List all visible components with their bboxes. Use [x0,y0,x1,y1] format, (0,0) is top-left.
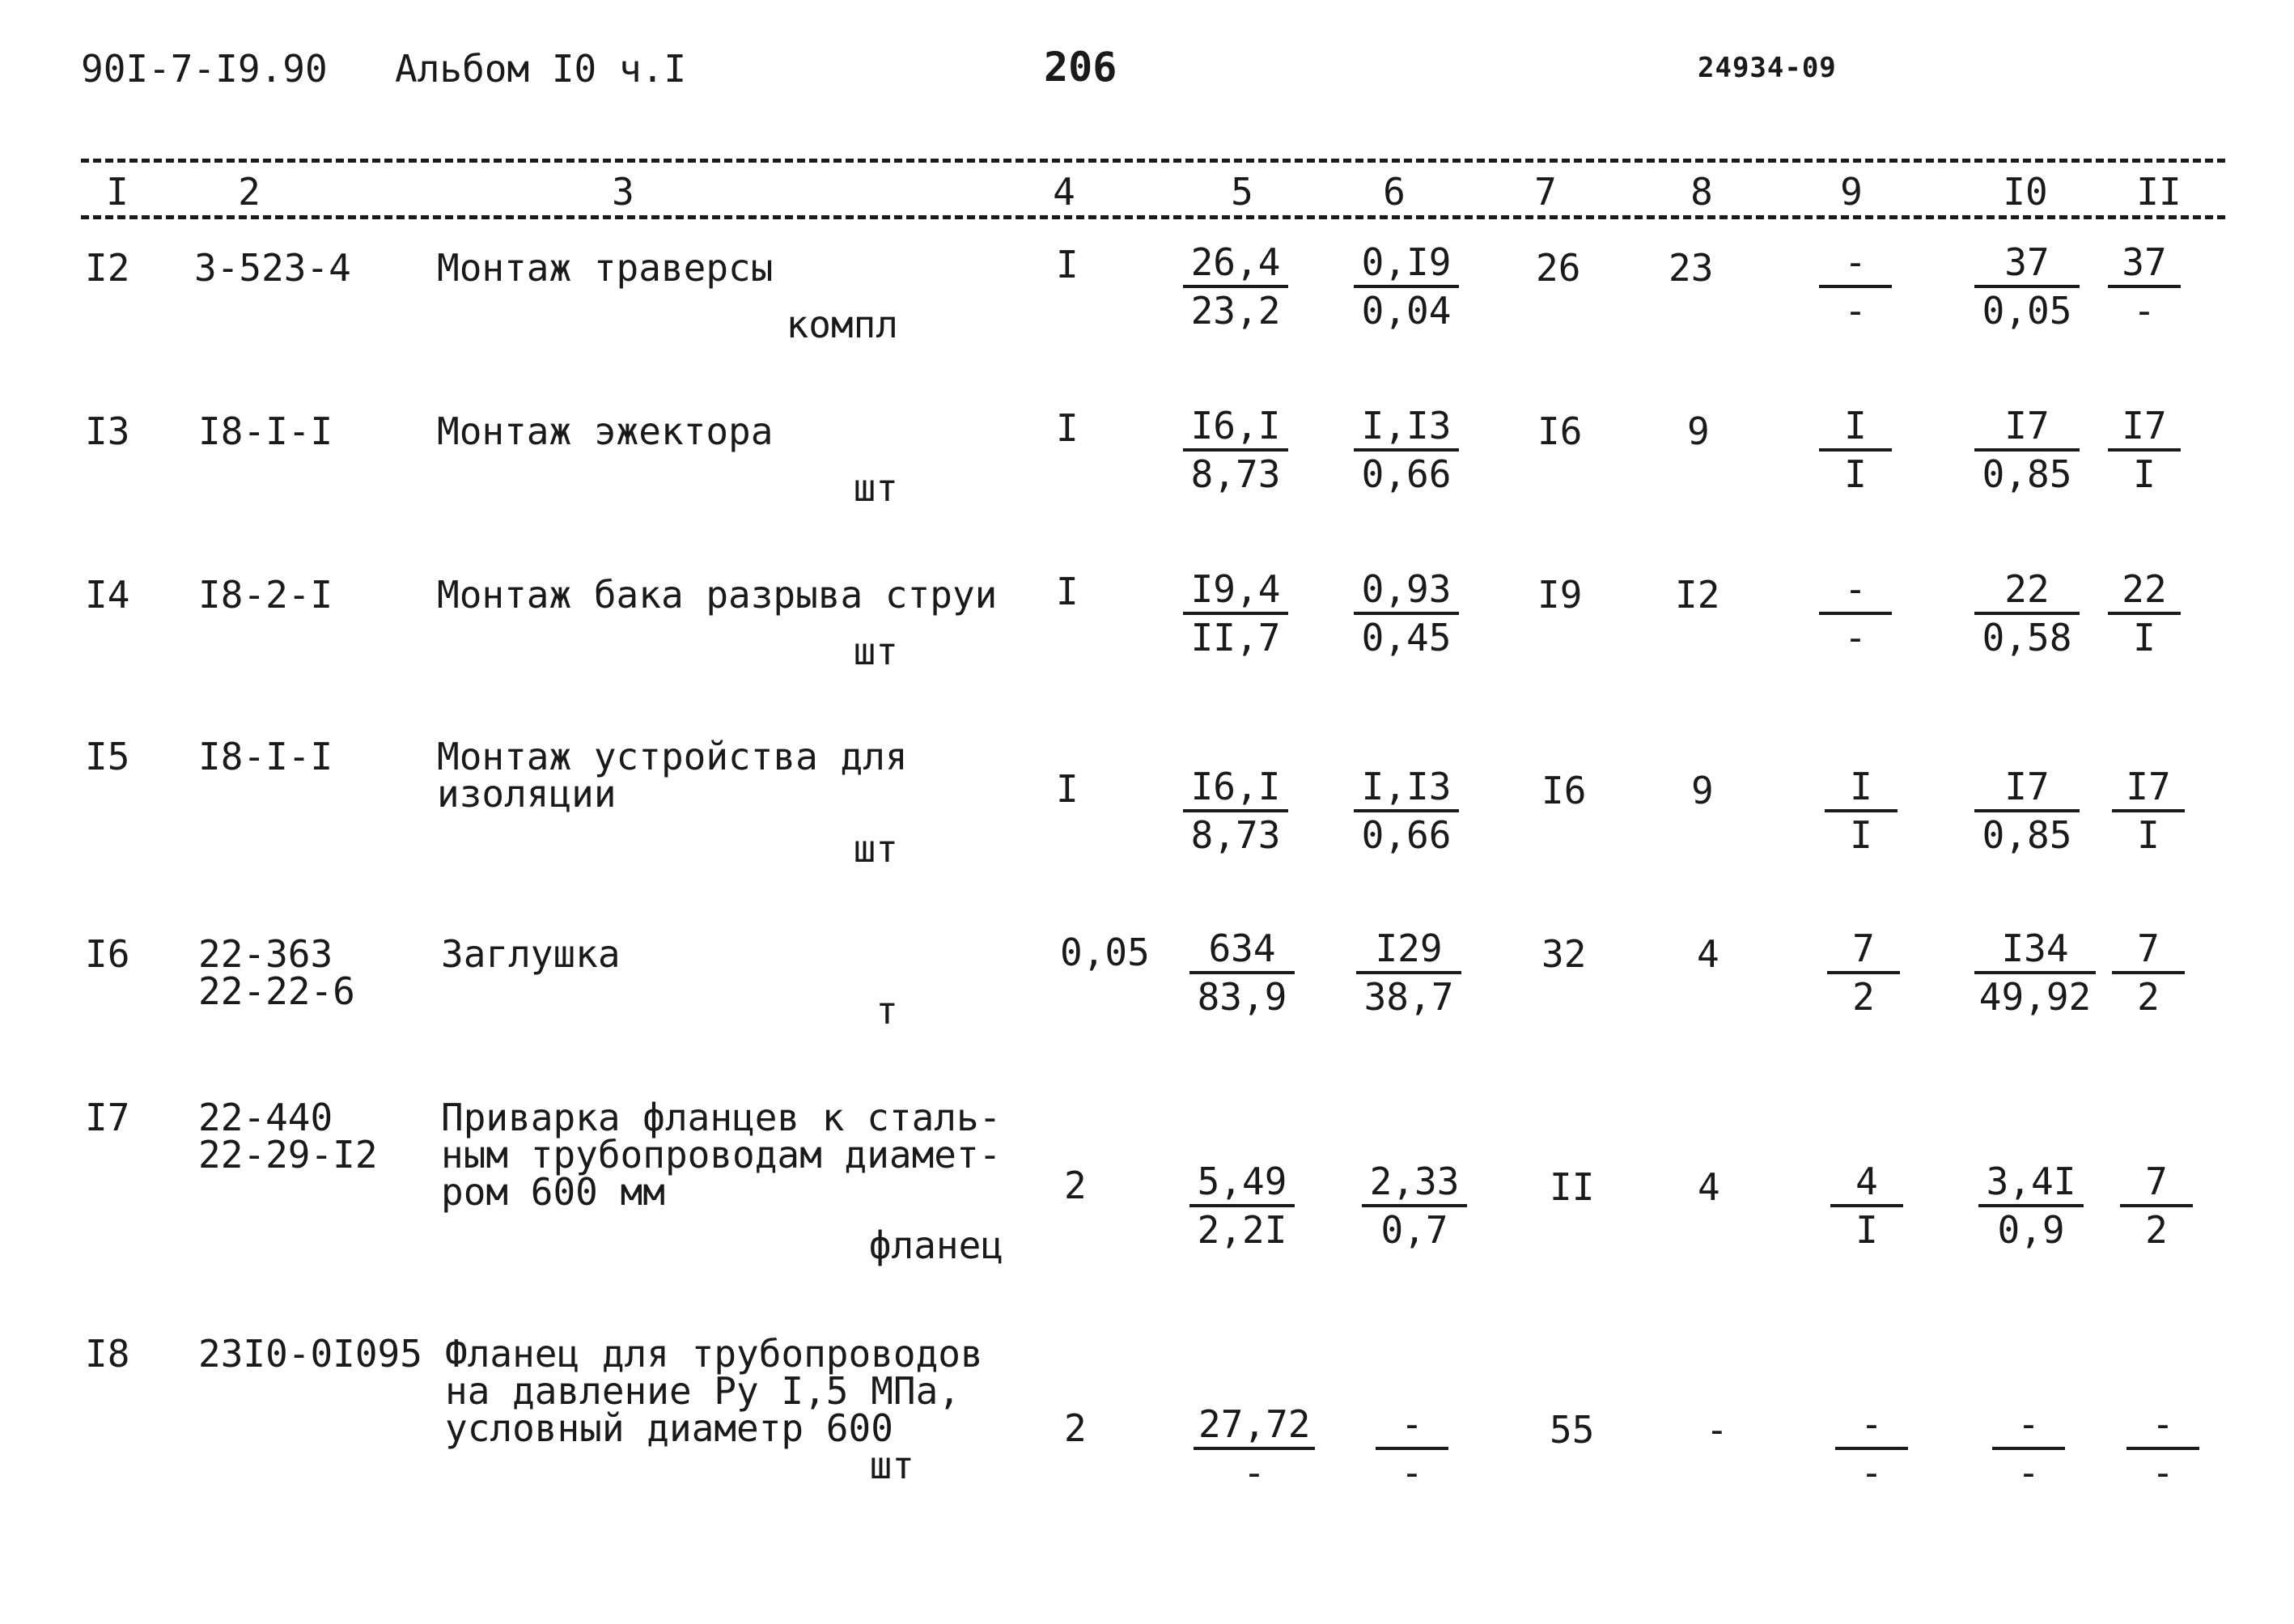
denominator: - [2017,1451,2040,1495]
col10-fraction [1992,1402,2065,1495]
quantity: I [1056,243,1079,286]
col9-fraction [1819,406,1892,494]
col9-fraction [1827,926,1900,1019]
numerator: 7 [1827,929,1900,974]
column-number-10: I0 [2003,170,2048,214]
denominator: 0,9 [1997,1208,2065,1252]
col10-fraction [1974,567,2080,659]
col8-value: - [1706,1408,1728,1452]
col9-fraction [1835,1402,1908,1495]
col8-value: I2 [1675,573,1720,617]
denominator: 23,2 [1190,289,1281,333]
numerator: 22 [2108,570,2181,615]
col10-fraction [1974,240,2080,333]
quantity: I [1056,406,1079,450]
row-number: I2 [85,246,130,290]
numerator: 5,49 [1189,1162,1295,1207]
numerator: I6,I [1183,406,1288,452]
col10-fraction [1978,1160,2084,1252]
denominator: I [1844,452,1867,496]
measure-unit: шт [853,827,898,871]
col5-fraction [1189,926,1295,1019]
column-number-8: 8 [1690,170,1713,214]
norm-code: 22-440 22-29-I2 [198,1096,378,1177]
col11-fraction [2127,1402,2199,1495]
denominator: I [2137,813,2160,857]
numerator: I7 [2112,767,2185,812]
col6-fraction [1376,1402,1448,1495]
column-number-9: 9 [1840,170,1863,214]
col10-fraction [1974,926,2096,1019]
col5-fraction [1189,1160,1295,1252]
col11-fraction [2108,567,2181,659]
numerator: - [1819,570,1892,615]
denominator: I [2133,452,2156,496]
numerator: - [2127,1405,2199,1450]
col8-value: 4 [1697,932,1719,976]
work-description: Монтаж бака разрыва струи [437,573,998,617]
denominator: 0,85 [1982,452,2072,496]
quantity: I [1056,767,1079,811]
denominator: - [1401,1451,1423,1495]
norm-code: I8-2-I [198,573,333,617]
col8-value: 23 [1669,246,1714,290]
numerator: I34 [1974,929,2096,974]
col5-fraction [1183,567,1288,659]
numerator: 22 [1974,570,2080,615]
denominator: - [1860,1451,1883,1495]
col6-fraction [1354,765,1459,857]
row-number: I6 [85,932,130,976]
col9-fraction [1830,1160,1903,1252]
denominator: 0,85 [1982,813,2072,857]
denominator: 0,7 [1380,1208,1448,1252]
col6-fraction [1354,240,1459,333]
denominator: 2 [2137,975,2160,1019]
norm-code: I8-I-I [198,735,333,778]
col6-fraction [1356,926,1461,1019]
numerator: 26,4 [1183,243,1288,288]
norm-code: 23I0-0I095 [198,1332,422,1376]
col11-fraction [2120,1160,2193,1252]
denominator: 2 [2145,1208,2168,1252]
work-description: Приварка фланцев к сталь- ным трубопроводам диамет- ром 600 мм [441,1096,1002,1214]
numerator: 0,93 [1354,570,1459,615]
col8-value: 9 [1691,769,1714,812]
column-number-6: 6 [1383,170,1406,214]
measure-unit: т [876,989,898,1032]
column-number-4: 4 [1053,170,1075,214]
numerator: I7 [1974,767,2080,812]
numerator: - [1992,1405,2065,1450]
numerator: - [1819,243,1892,288]
numerator: 37 [1974,243,2080,288]
numerator: - [1835,1405,1908,1450]
page-number: 206 [1044,44,1117,91]
numerator: I7 [2108,406,2181,452]
denominator: 0,66 [1361,452,1452,496]
document-code: 90I-7-I9.90 [81,47,328,91]
measure-unit: фланец [868,1223,1003,1267]
norm-code: I8-I-I [198,409,333,453]
denominator: 0,05 [1982,289,2072,333]
numerator: I29 [1356,929,1461,974]
row-number: I3 [85,409,130,453]
numerator: I6,I [1183,767,1288,812]
work-description: Заглушка [441,932,621,976]
header-rule-top [81,159,2225,163]
numerator: I7 [1974,406,2080,452]
col10-fraction [1974,406,2080,494]
numerator: I [1825,767,1898,812]
header-rule-bottom [81,215,2225,219]
col6-fraction [1362,1160,1467,1252]
col7-value: 55 [1550,1408,1595,1452]
col5-fraction [1194,1402,1315,1495]
row-number: I4 [85,573,130,617]
denominator: - [2152,1451,2174,1495]
denominator: II,7 [1190,616,1281,659]
denominator: I [2133,616,2156,659]
numerator: I9,4 [1183,570,1288,615]
numerator: - [1376,1405,1448,1450]
quantity: 0,05 [1060,931,1150,974]
archive-stamp: 24934-09 [1698,52,1837,84]
denominator: 0,58 [1982,616,2072,659]
quantity: 2 [1064,1406,1087,1450]
col11-fraction [2108,406,2181,494]
denominator: 8,73 [1190,813,1281,857]
numerator: 4 [1830,1162,1903,1207]
denominator: 38,7 [1363,975,1454,1019]
row-number: I7 [85,1096,130,1139]
col7-value: I9 [1537,573,1583,617]
column-number-2: 2 [238,170,261,214]
col9-fraction [1825,765,1898,857]
work-description: Монтаж траверсы [437,246,774,290]
denominator: I [1850,813,1872,857]
denominator: - [2133,289,2156,333]
quantity: I [1056,570,1079,613]
denominator: 0,66 [1361,813,1452,857]
numerator: 0,I9 [1354,243,1459,288]
col5-fraction [1183,240,1288,333]
col7-value: 26 [1536,246,1581,290]
denominator: 0,04 [1361,289,1452,333]
denominator: - [1844,289,1867,333]
col7-value: II [1550,1165,1595,1209]
col11-fraction [2112,765,2185,857]
numerator: 7 [2120,1162,2193,1207]
column-number-7: 7 [1534,170,1557,214]
numerator: 7 [2112,929,2185,974]
col6-fraction [1354,567,1459,659]
measure-unit: шт [869,1444,914,1487]
denominator: 49,92 [1978,975,2092,1019]
denominator: 0,45 [1361,616,1452,659]
row-number: I5 [85,735,130,778]
column-number-11: II [2136,170,2182,214]
col9-fraction [1819,567,1892,659]
col11-fraction [2108,240,2181,333]
col7-value: 32 [1541,932,1587,976]
denominator: 8,73 [1190,452,1281,496]
col8-value: 9 [1687,409,1710,453]
column-number-3: 3 [612,170,634,214]
col9-fraction [1819,240,1892,333]
col8-value: 4 [1698,1165,1720,1209]
numerator: 2,33 [1362,1162,1467,1207]
column-number-1: I [106,170,129,214]
work-description: Монтаж устройства для изоляции [437,735,908,816]
numerator: 27,72 [1194,1405,1315,1450]
work-description: Монтаж эжектора [437,409,774,453]
norm-code: 3-523-4 [194,246,351,290]
col7-value: I6 [1537,409,1583,453]
row-number: I8 [85,1332,130,1376]
col5-fraction [1183,765,1288,857]
numerator: 634 [1189,929,1295,974]
denominator: I [1855,1208,1878,1252]
col5-fraction [1183,406,1288,494]
denominator: 2 [1852,975,1875,1019]
album-label: Альбом I0 ч.I [395,47,687,91]
denominator: - [1243,1451,1266,1495]
denominator: 2,2I [1197,1208,1287,1252]
column-number-5: 5 [1231,170,1253,214]
col11-fraction [2112,926,2185,1019]
numerator: 37 [2108,243,2181,288]
denominator: 83,9 [1197,975,1287,1019]
col7-value: I6 [1541,769,1587,812]
col10-fraction [1974,765,2080,857]
work-description: Фланец для трубопроводов на давление Ру I,5 МПа, условный диаметр 600 [445,1332,983,1450]
numerator: I,I3 [1354,767,1459,812]
numerator: I [1819,406,1892,452]
denominator: - [1844,616,1867,659]
measure-unit: шт [853,466,898,510]
norm-code: 22-363 22-22-6 [198,932,355,1013]
measure-unit: шт [853,630,898,673]
col6-fraction [1354,406,1459,494]
quantity: 2 [1064,1164,1087,1207]
numerator: I,I3 [1354,406,1459,452]
numerator: 3,4I [1978,1162,2084,1207]
measure-unit: компл [786,303,898,346]
